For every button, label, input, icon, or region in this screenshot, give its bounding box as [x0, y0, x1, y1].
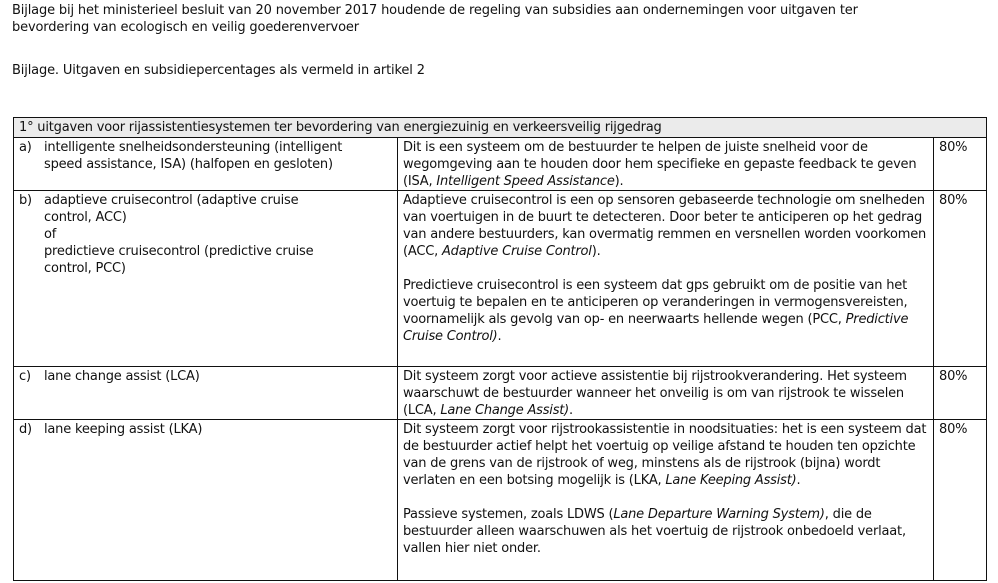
- system-name-line: speed assistance, ISA) (halfopen en gesloten): [44, 157, 333, 172]
- annex-subtitle: Bijlage. Uitgaven en subsidiepercentages als vermeld in artikel 2: [12, 63, 425, 78]
- description-italic: Intelligent Speed Assistance: [436, 174, 615, 189]
- description-text: Predictieve cruisecontrol is een systeem dat gps gebruikt om de positie van het voertuig te bepalen en te anticiperen op veranderingen in vermogensvereisten, voornamelijk als gevolg van op- en neerwaarts hellende wegen (PCC,: [403, 278, 908, 327]
- description-paragraph: [403, 506, 928, 557]
- description-text: Passieve systemen, zoals LDWS (: [403, 507, 614, 522]
- system-name-line: lane change assist (LCA): [44, 369, 200, 384]
- system-name-line: intelligente snelheidsondersteuning (intelligent: [44, 140, 343, 155]
- description-tail: .: [569, 403, 573, 418]
- description-text: Dit is een systeem om de bestuurder te helpen de juiste snelheid voor de wegomgeving aan te houden door hem specifieke en gepaste feedback te geven (ISA,: [403, 140, 917, 189]
- system-name-line: adaptieve cruisecontrol (adaptive cruise: [44, 193, 299, 208]
- system-name-cell: [14, 420, 398, 581]
- description-text: Adaptieve cruisecontrol is een op sensoren gebaseerde technologie om snelheden van voertuigen in de buurt te detecteren. Door beter te anticiperen op het gedrag van andere bestuurders, kan overmatig remmen en versnellen worden voorkomen (ACC,: [403, 193, 927, 259]
- description-tail: .: [497, 329, 502, 344]
- percentage-cell: 80%: [934, 191, 987, 367]
- description-paragraph: [403, 139, 928, 190]
- table-header-row: [14, 118, 987, 138]
- table-row: [14, 138, 987, 191]
- description-text: Dit systeem zorgt voor rijstrookassistentie in noodsituaties: het is een systeem dat de bestuurder actief helpt het voertuig op veilige afstand te houden ten opzichte van de grens van de rijstrook of weg, minstens als de rijstrook (bijna) wordt verlaten en een botsing mogelijk is (LKA,: [403, 422, 927, 488]
- description-cell: [398, 420, 934, 581]
- system-name-cell: [14, 367, 398, 420]
- percentage-cell: 80%: [934, 138, 987, 191]
- description-italic: Lane Change Assist): [440, 403, 570, 418]
- heading-line-1: Bijlage bij het ministerieel besluit van 20 november 2017 houdende de regeling van subsidies aan ondernemingen voor uitgaven ter: [12, 3, 858, 18]
- system-name-cell: [14, 138, 398, 191]
- description-text: Dit systeem zorgt voor actieve assistentie bij rijstrookverandering. Het systeem waarschuwt de bestuurder wanneer het onveilig is om van rijstrook te wisselen (LCA,: [403, 369, 907, 418]
- table-row: [14, 367, 987, 420]
- description-italic: Adaptive Cruise Control: [441, 244, 592, 259]
- percentage-cell: 80%: [934, 420, 987, 581]
- description-tail: .: [796, 473, 801, 488]
- system-name-line: of: [44, 227, 57, 242]
- system-name-line: control, ACC): [44, 210, 127, 225]
- description-cell: [398, 367, 934, 420]
- description-paragraph: [403, 192, 928, 260]
- table-row: [14, 191, 987, 367]
- description-paragraph: [403, 368, 928, 419]
- description-tail: ).: [591, 244, 601, 259]
- description-paragraph: [403, 421, 928, 489]
- description-tail: , die de bestuurder alleen waarschuwen als het voertuig de rijstrook onbedoeld verlaat, vallen hier niet onder.: [403, 507, 906, 556]
- system-name-cell: [14, 191, 398, 367]
- system-name-line: control, PCC): [44, 261, 126, 276]
- description-italic: Lane Keeping Assist): [665, 473, 797, 488]
- percentage-cell: 80%: [934, 367, 987, 420]
- description-paragraph: [403, 277, 928, 345]
- row-letter: d): [19, 422, 32, 437]
- expenses-table: [13, 117, 987, 581]
- description-cell: [398, 138, 934, 191]
- description-tail: ).: [614, 174, 624, 189]
- description-italic: Lane Departure Warning System): [613, 507, 825, 522]
- description-cell: [398, 191, 934, 367]
- table-header: 1° uitgaven voor rijassistentiesystemen ter bevordering van energiezuinig en verkeersveilig rijgedrag: [14, 118, 987, 138]
- system-name-line: lane keeping assist (LKA): [44, 422, 203, 437]
- description-italic: Predictive Cruise Control): [403, 312, 909, 344]
- row-letter: c): [19, 369, 31, 384]
- row-letter: b): [19, 193, 32, 208]
- row-letter: a): [19, 140, 32, 155]
- heading-line-2: bevordering van ecologisch en veilig goederenvervoer: [12, 20, 359, 35]
- table-row: [14, 420, 987, 581]
- system-name-line: predictieve cruisecontrol (predictive cruise: [44, 244, 314, 259]
